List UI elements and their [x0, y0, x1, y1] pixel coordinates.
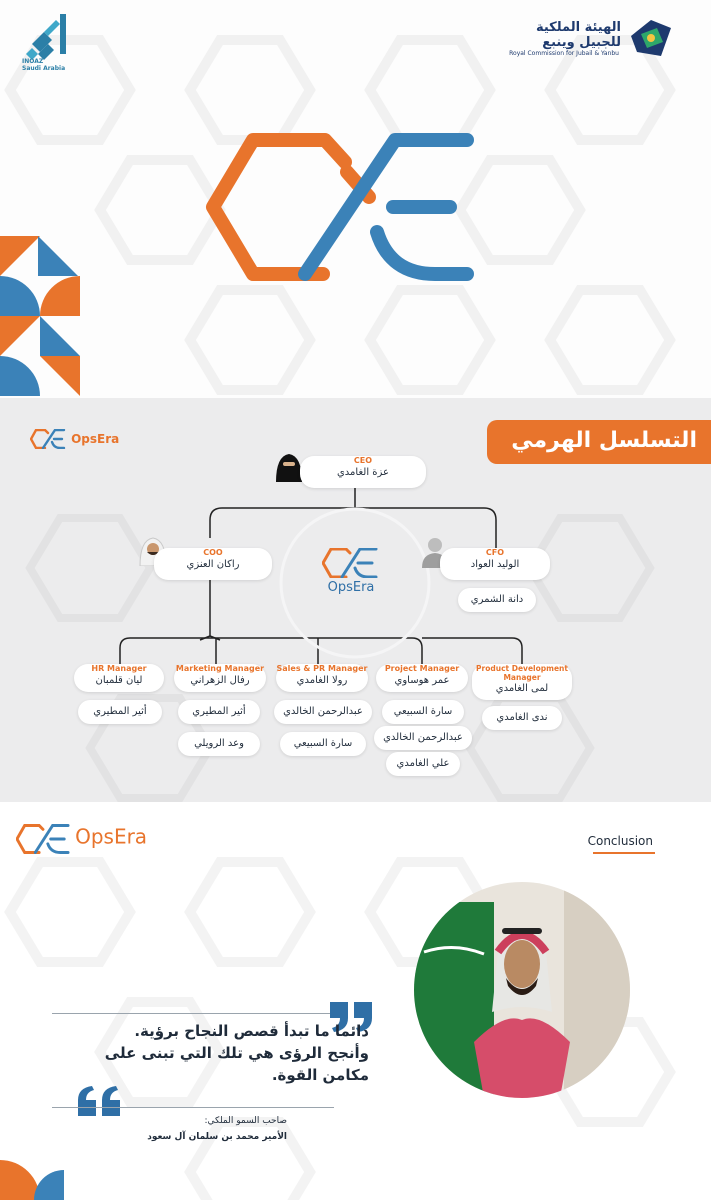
quote-line: دائما ما تبدأ قصص النجاح برؤية.	[134, 1022, 369, 1040]
cfo-name: الوليد العواد	[470, 559, 520, 570]
sales-pr-manager-role: Sales & PR Manager	[276, 664, 368, 673]
product-dev-manager-name: لمى الغامدي	[495, 683, 549, 694]
sales-pr-manager-node	[276, 664, 368, 692]
sales-pr-manager-name: رولا الغامدي	[296, 675, 348, 686]
opsera-center-logo-icon	[322, 548, 378, 578]
coo-role: COO	[203, 548, 223, 557]
opsera-large-logo-icon	[205, 132, 485, 282]
hr-manager-node	[74, 664, 164, 692]
opsera-brand-large	[16, 824, 147, 854]
conclusion-underline	[593, 852, 655, 854]
project-manager-role: Project Manager	[384, 664, 460, 673]
quote-divider-top	[52, 1013, 334, 1014]
project-manager-name: عمر هوساوي	[394, 675, 450, 686]
conclusion-section	[0, 802, 711, 1200]
ceo-name: عزة الغامدي	[336, 467, 390, 478]
hierarchy-section	[0, 398, 711, 802]
cfo-member-pill: دانة الشمري	[458, 588, 536, 612]
project-member-pill: عبدالرحمن الخالدي	[374, 726, 472, 750]
sales-member-pill: سارة السبيعي	[280, 732, 366, 756]
quote-divider-bottom	[52, 1107, 334, 1108]
marketing-manager-node	[174, 664, 266, 692]
hr-manager-name: ليان قلمبان	[95, 675, 143, 686]
portrait-illustration	[414, 882, 630, 1098]
cfo-role: CFO	[485, 548, 505, 557]
conclusion-label: Conclusion	[587, 834, 653, 848]
coo-node	[154, 548, 272, 580]
cfo-node	[440, 548, 550, 580]
attribution-name: الأمير محمد بن سلمان آل سعود	[147, 1132, 287, 1142]
project-manager-node	[376, 664, 468, 692]
marketing-manager-name: رفال الزهراني	[190, 675, 250, 686]
portrait-image	[414, 882, 630, 1098]
quote-text	[69, 1020, 369, 1086]
opsera-brand-text: OpsEra	[75, 824, 148, 849]
opsera-logo-icon	[16, 824, 70, 854]
ceo-role: CEO	[353, 456, 373, 465]
royal-commission-emblem-icon	[627, 16, 675, 60]
royal-commission-name-en: Royal Commission for Jubail & Yanbu	[509, 50, 619, 57]
project-member-pill: علي الغامدي	[386, 752, 460, 776]
royal-commission-name-ar: الهيئة الملكية للجبيل وينبع	[535, 20, 621, 50]
hr-member-pill: أثير المطيري	[78, 700, 162, 724]
opening-quote-icon	[72, 1086, 124, 1120]
cover-section	[0, 0, 711, 398]
ceo-node	[300, 456, 426, 488]
hr-manager-role: HR Manager	[91, 664, 147, 673]
corner-decoration-art	[0, 1160, 64, 1200]
product-dev-manager-node	[472, 664, 572, 700]
attribution-title: صاحب السمو الملكي:	[204, 1116, 287, 1126]
product-dev-manager-role: Product Development Manager	[476, 664, 568, 682]
opsera-brand-text: OpsEra	[71, 432, 120, 446]
sales-member-pill: عبدالرحمن الخالدي	[274, 700, 372, 724]
product-dev-member-pill: ندى الغامدي	[482, 706, 562, 730]
marketing-member-pill: وعد الرويلي	[178, 732, 260, 756]
quote-line: وأنجح الرؤى هي تلك التي تبنى على	[104, 1044, 369, 1062]
inoaz-logo-text: INOAZ Saudi Arabia	[22, 58, 66, 72]
opsera-center-text: OpsEra	[327, 580, 375, 595]
marketing-manager-role: Marketing Manager	[175, 664, 265, 673]
marketing-member-pill: أثير المطيري	[178, 700, 260, 724]
coo-name: راكان العنزي	[186, 559, 240, 570]
quote-line: مكامن القوة.	[271, 1066, 369, 1084]
hierarchy-title: التسلسل الهرمي	[511, 428, 697, 453]
project-member-pill: سارة السبيعي	[382, 700, 464, 724]
decorative-triangles-art	[0, 236, 80, 398]
